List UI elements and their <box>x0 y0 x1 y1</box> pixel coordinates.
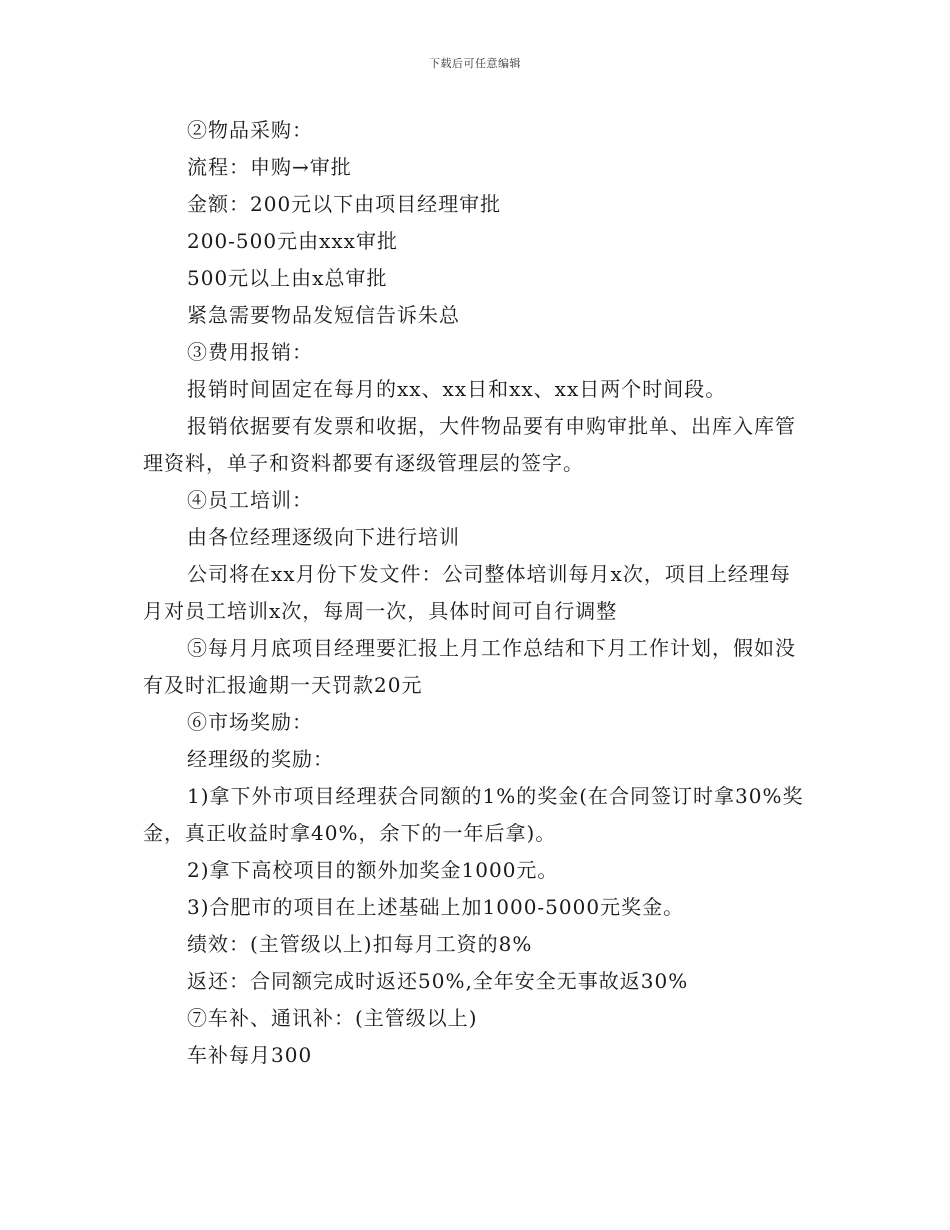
procurement-amount-rule-1: 金额：200元以下由项目经理审批 <box>187 192 502 216</box>
reimbursement-basis: 报销依据要有发票和收据，大件物品要有申购审批单、出库入库管理资料，单子和资料都要有逐级管理层的签字。 <box>143 414 796 475</box>
section-heading-allowance: ⑦车补、通讯补：(主管级以上) <box>187 1006 478 1030</box>
reward-item-1: 1)拿下外市项目经理获合同额的1%的奖金(在合同签订时拿30%奖金，真正收益时拿40%，余下的一年后拿)。 <box>143 784 804 845</box>
procurement-amount-rule-3: 500元以上由x总审批 <box>187 266 388 290</box>
procurement-urgent-note: 紧急需要物品发短信告诉朱总 <box>187 303 460 327</box>
monthly-report-rule: ⑤每月月底项目经理要汇报上月工作总结和下月工作计划，假如没有及时汇报逾期一天罚款20元 <box>143 636 796 697</box>
section-heading-reimbursement: ③费用报销： <box>187 340 313 364</box>
procurement-process: 流程：申购→审批 <box>187 155 352 179</box>
section-heading-procurement: ②物品采购： <box>187 118 313 142</box>
training-schedule: 公司将在xx月份下发文件：公司整体培训每月x次，项目上经理每月对员工培训x次，每周一次，具体时间可自行调整 <box>143 562 791 623</box>
reimbursement-time: 报销时间固定在每月的xx、xx日和xx、xx日两个时间段。 <box>187 377 727 401</box>
section-heading-market-reward: ⑥市场奖励： <box>187 710 313 734</box>
training-method: 由各位经理逐级向下进行培训 <box>187 525 460 549</box>
page-header: 下载后可任意编辑 <box>429 57 521 70</box>
performance-deduction: 绩效：(主管级以上)扣每月工资的8% <box>187 932 533 956</box>
document-body <box>143 112 807 1074</box>
manager-reward-heading: 经理级的奖励： <box>187 747 334 771</box>
car-allowance: 车补每月300 <box>187 1043 313 1067</box>
reward-item-2: 2)拿下高校项目的额外加奖金1000元。 <box>187 858 559 882</box>
refund-rule: 返还：合同额完成时返还50%,全年安全无事故返30% <box>187 969 689 993</box>
section-heading-training: ④员工培训： <box>187 488 313 512</box>
procurement-amount-rule-2: 200-500元由xxx审批 <box>187 229 398 253</box>
reward-item-3: 3)合肥市的项目在上述基础上加1000-5000元奖金。 <box>187 895 685 919</box>
